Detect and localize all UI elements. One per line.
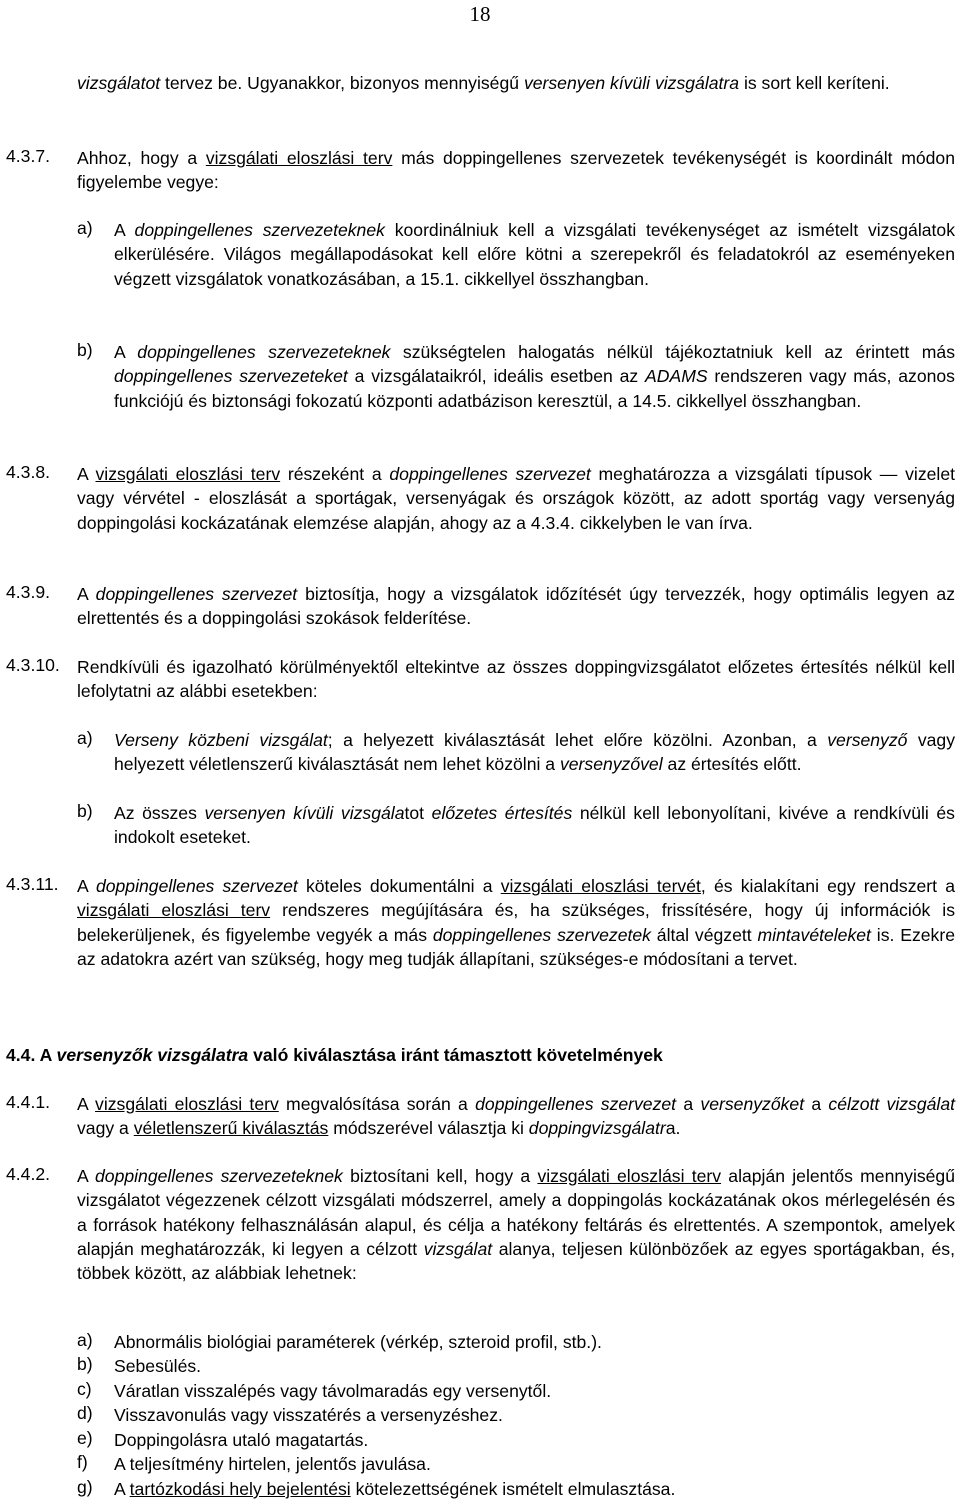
emphasis-text: doppingellenes szervezeteket — [114, 366, 348, 387]
text-run: ; a helyezett kiválasztását lehet előre közölni. Azonban, a — [327, 730, 828, 750]
text-run: Az összes — [114, 803, 205, 823]
list-text — [114, 728, 955, 777]
list-text — [114, 218, 955, 291]
text-run: Visszavonulás vagy visszatérés a versenyzéshez. — [114, 1405, 503, 1425]
text-run: Rendkívüli és igazolható körülményektől eltekintve az összes doppingvizsgálatot előzetes értesítés nélkül kell lefolytatni az alábbi esetekben: — [77, 657, 955, 702]
text-run: 4.4. A — [6, 1045, 57, 1065]
emphasis-text: versenyen kívüli vizsgála — [204, 803, 405, 823]
emphasis-text: doppingellenes szervezetek — [432, 924, 651, 945]
text-run: a — [676, 1094, 701, 1114]
list-label: a) — [77, 728, 93, 748]
section-4-3-10 — [6, 655, 956, 704]
list-label: b) — [77, 801, 93, 821]
text-run: A — [77, 876, 96, 896]
text-run: alanya, teljesen különbözőek az egyes sportágakban, és, többek között, az alábbiak lehetnek: — [77, 1238, 955, 1284]
emphasis-text: mintavételeket — [757, 924, 871, 945]
list-label: g) — [77, 1477, 93, 1497]
text-run: Ahhoz, hogy a — [77, 148, 206, 168]
list-label: c) — [77, 1379, 92, 1399]
text-run: vagy helyezett véletlenszerű kiválasztását nem lehet közölni a — [114, 730, 955, 775]
text-run: Abnormális biológiai paraméterek (vérkép, szteroid profil, stb.). — [114, 1332, 602, 1352]
section-text — [77, 462, 955, 535]
text-run: nélkül kell lebonyolítani, kivéve a rendkívüli és indokolt eseteket. — [114, 803, 955, 848]
text-run: biztosítja, hogy a vizsgálatok időzítését úgy tervezzék, hogy optimális legyen az elrettentés és a doppingolási szokások felderítése. — [77, 584, 956, 629]
emphasis-text: doppingellenes szervezet — [95, 584, 298, 604]
section-number: 4.4.2. — [6, 1164, 51, 1184]
list-text — [114, 1428, 955, 1452]
text-run: A — [114, 220, 135, 240]
section-heading-4-4 — [6, 1043, 956, 1067]
text-run: A — [114, 1479, 130, 1499]
text-run: vagy a — [77, 1118, 134, 1139]
text-run: Doppingolásra utaló magatartás. — [114, 1430, 369, 1450]
emphasis-text: doppingellenes szervezeteknek — [137, 342, 391, 362]
section-text — [77, 1164, 955, 1285]
emphasis-text: versenyző — [827, 730, 908, 750]
text-run: más doppingellenes szervezetek tevékenységét is koordinált módon figyelembe vegye: — [77, 148, 955, 193]
list-text — [114, 1379, 955, 1403]
section-number: 4.3.9. — [6, 582, 51, 602]
section-number: 4.3.7. — [6, 146, 51, 166]
section-intro — [77, 146, 955, 195]
emphasis-text: versenyzők vizsgálatra — [56, 1045, 249, 1065]
page-number: 18 — [469, 2, 491, 26]
defined-term: vizsgálati eloszlási terv — [77, 900, 271, 921]
section-number: 4.3.11. — [6, 874, 59, 894]
emphasis-text: vizsgálat — [423, 1238, 493, 1259]
text-run: kötelezettségének ismételt elmulasztása. — [350, 1479, 676, 1499]
section-text — [77, 1092, 955, 1141]
emphasis-text: doppingellenes szervezeteknek — [134, 220, 385, 240]
text-run: szükségtelen halogatás nélkül tájékoztatniuk kell az érintett más — [390, 342, 956, 362]
text-run: Sebesülés. — [114, 1356, 202, 1376]
list-text — [114, 1477, 955, 1501]
section-number: 4.3.8. — [6, 462, 51, 482]
text-run: koordinálniuk kell a vizsgálati tevékenységet az ismételt vizsgálatok elkerülésére. Világos megállapodásokat kell előre kötni a szerepekről és feladatokról az eseményeken végzett vizsgálatok vonatkozásában, a 15.1. cikkellyel összhangban. — [114, 220, 956, 289]
defined-term: tartózkodási hely bejelentési — [129, 1479, 351, 1499]
emphasis-text: doppingvizsgálatr — [528, 1118, 666, 1139]
text-run: köteles dokumentálni a — [297, 876, 501, 896]
list-text — [114, 1403, 955, 1427]
defined-term: véletlenszerű kiválasztás — [133, 1118, 329, 1139]
emphasis-text: versenyzőket — [700, 1094, 805, 1114]
text-run: A — [77, 584, 96, 604]
section-4-4-2 — [6, 1164, 956, 1285]
emphasis-text: versenyen kívüli vizsgálatra — [523, 73, 740, 93]
text-run: is. Ezekre az adatokra azért van szükség, hogy meg tudják állapítani, szükséges-e módosítani a tervet. — [77, 924, 955, 969]
list-text — [114, 1452, 955, 1476]
text-run: A — [77, 1166, 95, 1186]
section-text — [77, 874, 955, 971]
emphasis-text: célzott vizsgálat — [828, 1094, 955, 1114]
section-4-3-11 — [6, 874, 956, 971]
text-run: a — [804, 1094, 829, 1114]
defined-term: vizsgálati eloszlási terv — [95, 1094, 279, 1114]
text-run: való kiválasztása iránt támasztott követelmények — [248, 1045, 663, 1065]
list-label: e) — [77, 1428, 93, 1448]
paragraph-continuation — [77, 71, 955, 95]
text-run: is sort kell keríteni. — [739, 73, 890, 93]
list-label: b) — [77, 1354, 93, 1374]
text-run: a vizsgálataikról, ideális esetben az — [347, 366, 646, 387]
section-4-3-8 — [6, 462, 956, 535]
section-4-4-1 — [6, 1092, 956, 1141]
section-4-3-7 — [6, 146, 956, 195]
text-run: által végzett — [650, 924, 758, 945]
emphasis-text: doppingellenes szervezet — [475, 1094, 677, 1114]
defined-term: vizsgálati eloszlási terv — [205, 148, 393, 168]
text-run: biztosítani kell, hogy a — [342, 1166, 538, 1186]
text-run: Váratlan visszalépés vagy távolmaradás egy versenytől. — [114, 1381, 552, 1401]
list-label: a) — [77, 218, 93, 238]
text-run: , és kialakítani egy rendszert a — [700, 876, 956, 896]
text-run: A teljesítmény hirtelen, jelentős javulása. — [114, 1454, 431, 1474]
list-label: f) — [77, 1452, 88, 1472]
list-text — [114, 340, 955, 413]
text-run: megvalósítása során a — [278, 1094, 476, 1114]
text-run: A — [114, 342, 138, 362]
section-number: 4.3.10. — [6, 655, 60, 675]
list-text — [114, 1354, 955, 1378]
emphasis-text: ADAMS — [645, 366, 708, 387]
list-label: d) — [77, 1403, 93, 1423]
list-text — [114, 801, 955, 850]
text-run: meghatározza a vizsgálati típusok — vizelet vagy vérvétel - eloszlását a sportágak, versenyágak és országok között, az adott sportág vagy versenyág doppingolási kockázatának elemzése alapján, ahogy az a 4.3.4. cikkelyben le van írva. — [77, 464, 956, 533]
text-run: a. — [665, 1118, 681, 1139]
emphasis-text: vizsgálatot — [77, 73, 161, 93]
section-intro — [77, 655, 955, 704]
defined-term: vizsgálati eloszlási tervét — [500, 876, 701, 896]
text-run: A — [77, 1094, 96, 1114]
emphasis-text: Verseny közbeni vizsgálat — [114, 730, 328, 750]
section-number: 4.4.1. — [6, 1092, 51, 1112]
text-run: alapján jelentős mennyiségű vizsgálatot végezzenek célzott vizsgálati módszerrel, amely a doppingolás kockázatának okos mérlegelésén és a források hatékony felhasználásán alapul, és célja a hatékony feltárás és elrettentés. A szempontok, amelyek alapján meghatározzák, ki legyen a célzott — [77, 1166, 956, 1259]
list-label: a) — [77, 1330, 93, 1350]
text-run: tot — [404, 803, 432, 823]
text-run: A — [77, 464, 96, 484]
text-run: az értesítés előtt. — [662, 754, 802, 775]
text-run: módszerével választja ki — [328, 1118, 529, 1139]
emphasis-text: doppingellenes szervezet — [95, 876, 298, 896]
list-label: b) — [77, 340, 93, 360]
section-4-3-9 — [6, 582, 956, 631]
text-run: tervez be. Ugyanakkor, bizonyos mennyiségű — [160, 73, 524, 93]
text-run: rendszeren vagy más, azonos funkciójú és biztonsági fokozatú központi adatbázison keresztül, a 14.5. cikkellyel összhangban. — [114, 366, 955, 411]
emphasis-text: versenyzővel — [559, 754, 663, 775]
defined-term: vizsgálati eloszlási terv — [95, 464, 281, 484]
text-run: részeként a — [280, 464, 390, 484]
emphasis-text: doppingellenes szervezet — [389, 464, 591, 484]
section-text — [77, 582, 955, 631]
list-text — [114, 1330, 955, 1354]
emphasis-text: doppingellenes szervezeteknek — [95, 1166, 343, 1186]
text-run: rendszeres megújítására és, ha szükséges, frissítésére, hogy új információk is belekerüljenek, és figyelembe vegyék a más — [77, 900, 956, 945]
emphasis-text: előzetes értesítés — [431, 803, 573, 823]
defined-term: vizsgálati eloszlási terv — [537, 1166, 722, 1186]
